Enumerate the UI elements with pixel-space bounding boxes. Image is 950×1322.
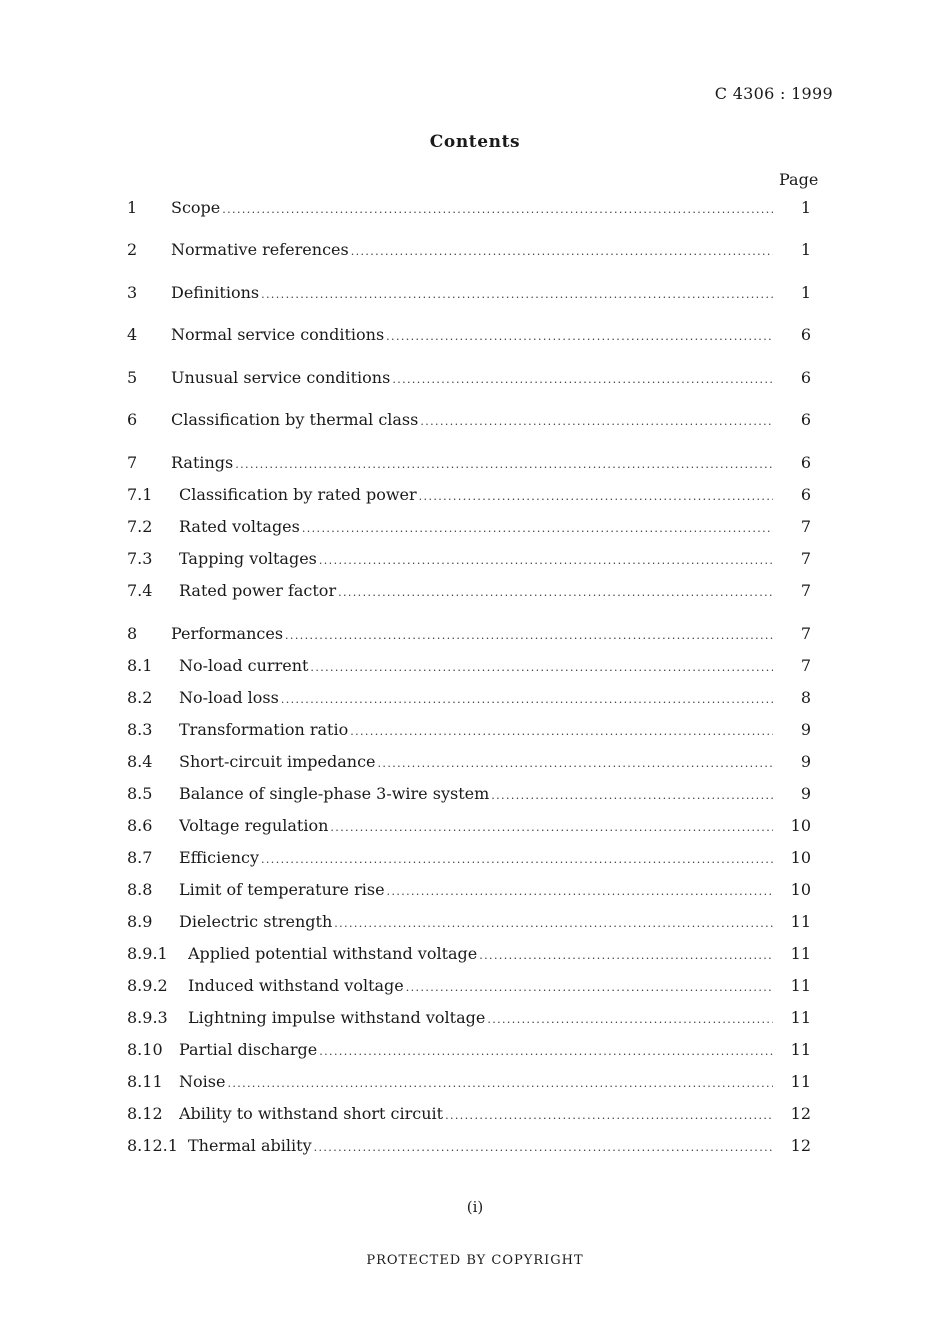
copyright-notice: PROTECTED BY COPYRIGHT — [366, 1253, 584, 1268]
toc-entry-page: 7 — [800, 517, 811, 536]
toc-entry-title: Definitions — [171, 283, 260, 302]
toc-entry-title: Performances — [171, 624, 284, 643]
toc-entry-title: Lightning impulse withstand voltage — [188, 1008, 486, 1027]
toc-entry-number: 8.11 — [127, 1072, 163, 1091]
toc-entry-number: 8.2 — [127, 688, 153, 707]
toc-entry-title: Thermal ability — [188, 1136, 312, 1155]
toc-entry-page: 6 — [800, 410, 811, 429]
document-id: C 4306 : 1999 — [714, 84, 833, 103]
toc-entry — [127, 751, 811, 773]
dot-leader — [334, 913, 773, 935]
dot-leader — [406, 977, 773, 999]
dot-leader — [285, 625, 773, 647]
toc-entry-page: 10 — [790, 816, 811, 835]
toc-entry-page: 7 — [800, 656, 811, 675]
toc-entry — [127, 1007, 811, 1029]
toc-entry-page: 9 — [800, 784, 811, 803]
toc-entry — [127, 282, 811, 304]
toc-entry-page: 11 — [790, 1008, 811, 1027]
toc-entry-number: 8.6 — [127, 816, 153, 835]
dot-leader — [261, 849, 773, 871]
dot-leader — [392, 369, 773, 391]
toc-entry — [127, 197, 811, 219]
toc-entry-number: 8.12.1 — [127, 1136, 178, 1155]
toc-entry-page: 11 — [790, 1072, 811, 1091]
toc-entry-number: 8.12 — [127, 1104, 163, 1123]
toc-entry-page: 7 — [800, 549, 811, 568]
toc-entry-number: 8.5 — [127, 784, 153, 803]
toc-entry-title: Short-circuit impedance — [179, 752, 376, 771]
toc-entry-title: Tapping voltages — [179, 549, 317, 568]
toc-entry — [127, 409, 811, 431]
toc-entry-page: 7 — [800, 624, 811, 643]
toc-entry-number: 8.9.2 — [127, 976, 168, 995]
dot-leader — [387, 881, 773, 903]
toc-entry-number: 8.4 — [127, 752, 153, 771]
toc-entry-title: Normal service conditions — [171, 325, 385, 344]
toc-entry-title: No-load loss — [179, 688, 279, 707]
toc-entry — [127, 655, 811, 677]
toc-entry-title: Ratings — [171, 453, 234, 472]
toc-entry — [127, 879, 811, 901]
toc-entry-title: Induced withstand voltage — [188, 976, 404, 995]
toc-entry-number: 8.9.1 — [127, 944, 168, 963]
toc-entry — [127, 452, 811, 474]
toc-entry-number: 8.9.3 — [127, 1008, 168, 1027]
toc-entry-title: Ability to withstand short circuit — [179, 1104, 444, 1123]
toc-entry-title: Classification by thermal class — [171, 410, 419, 429]
toc-entry-title: Efficiency — [179, 848, 260, 867]
toc-entry — [127, 623, 811, 645]
dot-leader — [487, 1009, 773, 1031]
toc-entry-title: Rated voltages — [179, 517, 300, 536]
page-column-label: Page — [779, 170, 819, 189]
toc-entry-page: 1 — [800, 198, 811, 217]
dot-leader — [479, 945, 773, 967]
dot-leader — [491, 785, 773, 807]
toc-entry-page: 6 — [800, 368, 811, 387]
toc-entry — [127, 367, 811, 389]
toc-entry-title: No-load current — [179, 656, 309, 675]
toc-entry-page: 1 — [800, 283, 811, 302]
dot-leader — [338, 582, 773, 604]
dot-leader — [302, 518, 773, 540]
toc-entry-page: 7 — [800, 581, 811, 600]
toc-entry-number: 7.4 — [127, 581, 153, 600]
toc-entry-title: Dielectric strength — [179, 912, 333, 931]
toc-entry-number: 7.1 — [127, 485, 153, 504]
toc-entry-title: Classification by rated power — [179, 485, 417, 504]
dot-leader — [420, 411, 773, 433]
dot-leader — [445, 1105, 773, 1127]
toc-entry-title: Voltage regulation — [179, 816, 329, 835]
toc-entry-number: 8.3 — [127, 720, 153, 739]
toc-entry-page: 10 — [790, 848, 811, 867]
toc-entry-page: 8 — [800, 688, 811, 707]
toc-entry — [127, 516, 811, 538]
toc-entry-page: 12 — [790, 1104, 811, 1123]
toc-entry-title: Rated power factor — [179, 581, 337, 600]
toc-entry-number: 6 — [127, 410, 138, 429]
toc-entry-number: 5 — [127, 368, 138, 387]
page-title: Contents — [429, 132, 521, 152]
toc-entry-number: 2 — [127, 240, 138, 259]
toc-entry-page: 10 — [790, 880, 811, 899]
toc-entry-title: Scope — [171, 198, 221, 217]
dot-leader — [281, 689, 773, 711]
toc-entry-title: Limit of temperature rise — [179, 880, 385, 899]
toc-entry-title: Partial discharge — [179, 1040, 318, 1059]
dot-leader — [235, 454, 773, 476]
dot-leader — [419, 486, 773, 508]
dot-leader — [330, 817, 773, 839]
toc-entry-number: 1 — [127, 198, 138, 217]
dot-leader — [378, 753, 773, 775]
toc-entry — [127, 548, 811, 570]
dot-leader — [310, 657, 773, 679]
toc-entry-number: 8.10 — [127, 1040, 163, 1059]
toc-entry-page: 1 — [800, 240, 811, 259]
dot-leader — [261, 284, 773, 306]
toc-entry-page: 6 — [800, 453, 811, 472]
toc-entry — [127, 580, 811, 602]
dot-leader — [350, 721, 773, 743]
toc-entry-number: 4 — [127, 325, 138, 344]
toc-entry-title: Normative references — [171, 240, 349, 259]
toc-entry-number: 7 — [127, 453, 138, 472]
dot-leader — [319, 1041, 773, 1063]
dot-leader — [319, 550, 773, 572]
toc-entry — [127, 1135, 811, 1157]
toc-entry-title: Balance of single-phase 3-wire system — [179, 784, 490, 803]
toc-entry-number: 7.3 — [127, 549, 153, 568]
toc-entry-page: 6 — [800, 485, 811, 504]
toc-entry-number: 8.9 — [127, 912, 153, 931]
toc-entry — [127, 815, 811, 837]
toc-entry-number: 8.7 — [127, 848, 153, 867]
toc-entry-number: 7.2 — [127, 517, 153, 536]
toc-entry — [127, 239, 811, 261]
toc-entry — [127, 911, 811, 933]
toc-entry-page: 11 — [790, 1040, 811, 1059]
toc-entry-page: 11 — [790, 944, 811, 963]
toc-entry-number: 3 — [127, 283, 138, 302]
dot-leader — [386, 326, 773, 348]
toc-entry — [127, 324, 811, 346]
toc-entry-page: 11 — [790, 976, 811, 995]
toc-entry-title: Applied potential withstand voltage — [188, 944, 478, 963]
toc-entry — [127, 975, 811, 997]
toc-entry — [127, 719, 811, 741]
toc-entry — [127, 847, 811, 869]
toc-entry-page: 6 — [800, 325, 811, 344]
toc-entry-page: 12 — [790, 1136, 811, 1155]
toc-entry — [127, 1103, 811, 1125]
toc-entry-number: 8.1 — [127, 656, 153, 675]
toc-entry — [127, 943, 811, 965]
dot-leader — [351, 241, 773, 263]
toc-entry — [127, 1071, 811, 1093]
toc-entry-title: Noise — [179, 1072, 226, 1091]
toc-entry-page: 11 — [790, 912, 811, 931]
toc-entry — [127, 1039, 811, 1061]
toc-entry-number: 8 — [127, 624, 138, 643]
dot-leader — [222, 199, 773, 221]
toc-entry-title: Transformation ratio — [179, 720, 349, 739]
toc-entry — [127, 484, 811, 506]
toc-entry-page: 9 — [800, 720, 811, 739]
toc-entry-number: 8.8 — [127, 880, 153, 899]
dot-leader — [227, 1073, 773, 1095]
toc-entry — [127, 687, 811, 709]
toc-entry — [127, 783, 811, 805]
toc-entry-title: Unusual service conditions — [171, 368, 391, 387]
toc-entry-page: 9 — [800, 752, 811, 771]
page-folio: (i) — [466, 1198, 484, 1216]
dot-leader — [314, 1137, 773, 1159]
